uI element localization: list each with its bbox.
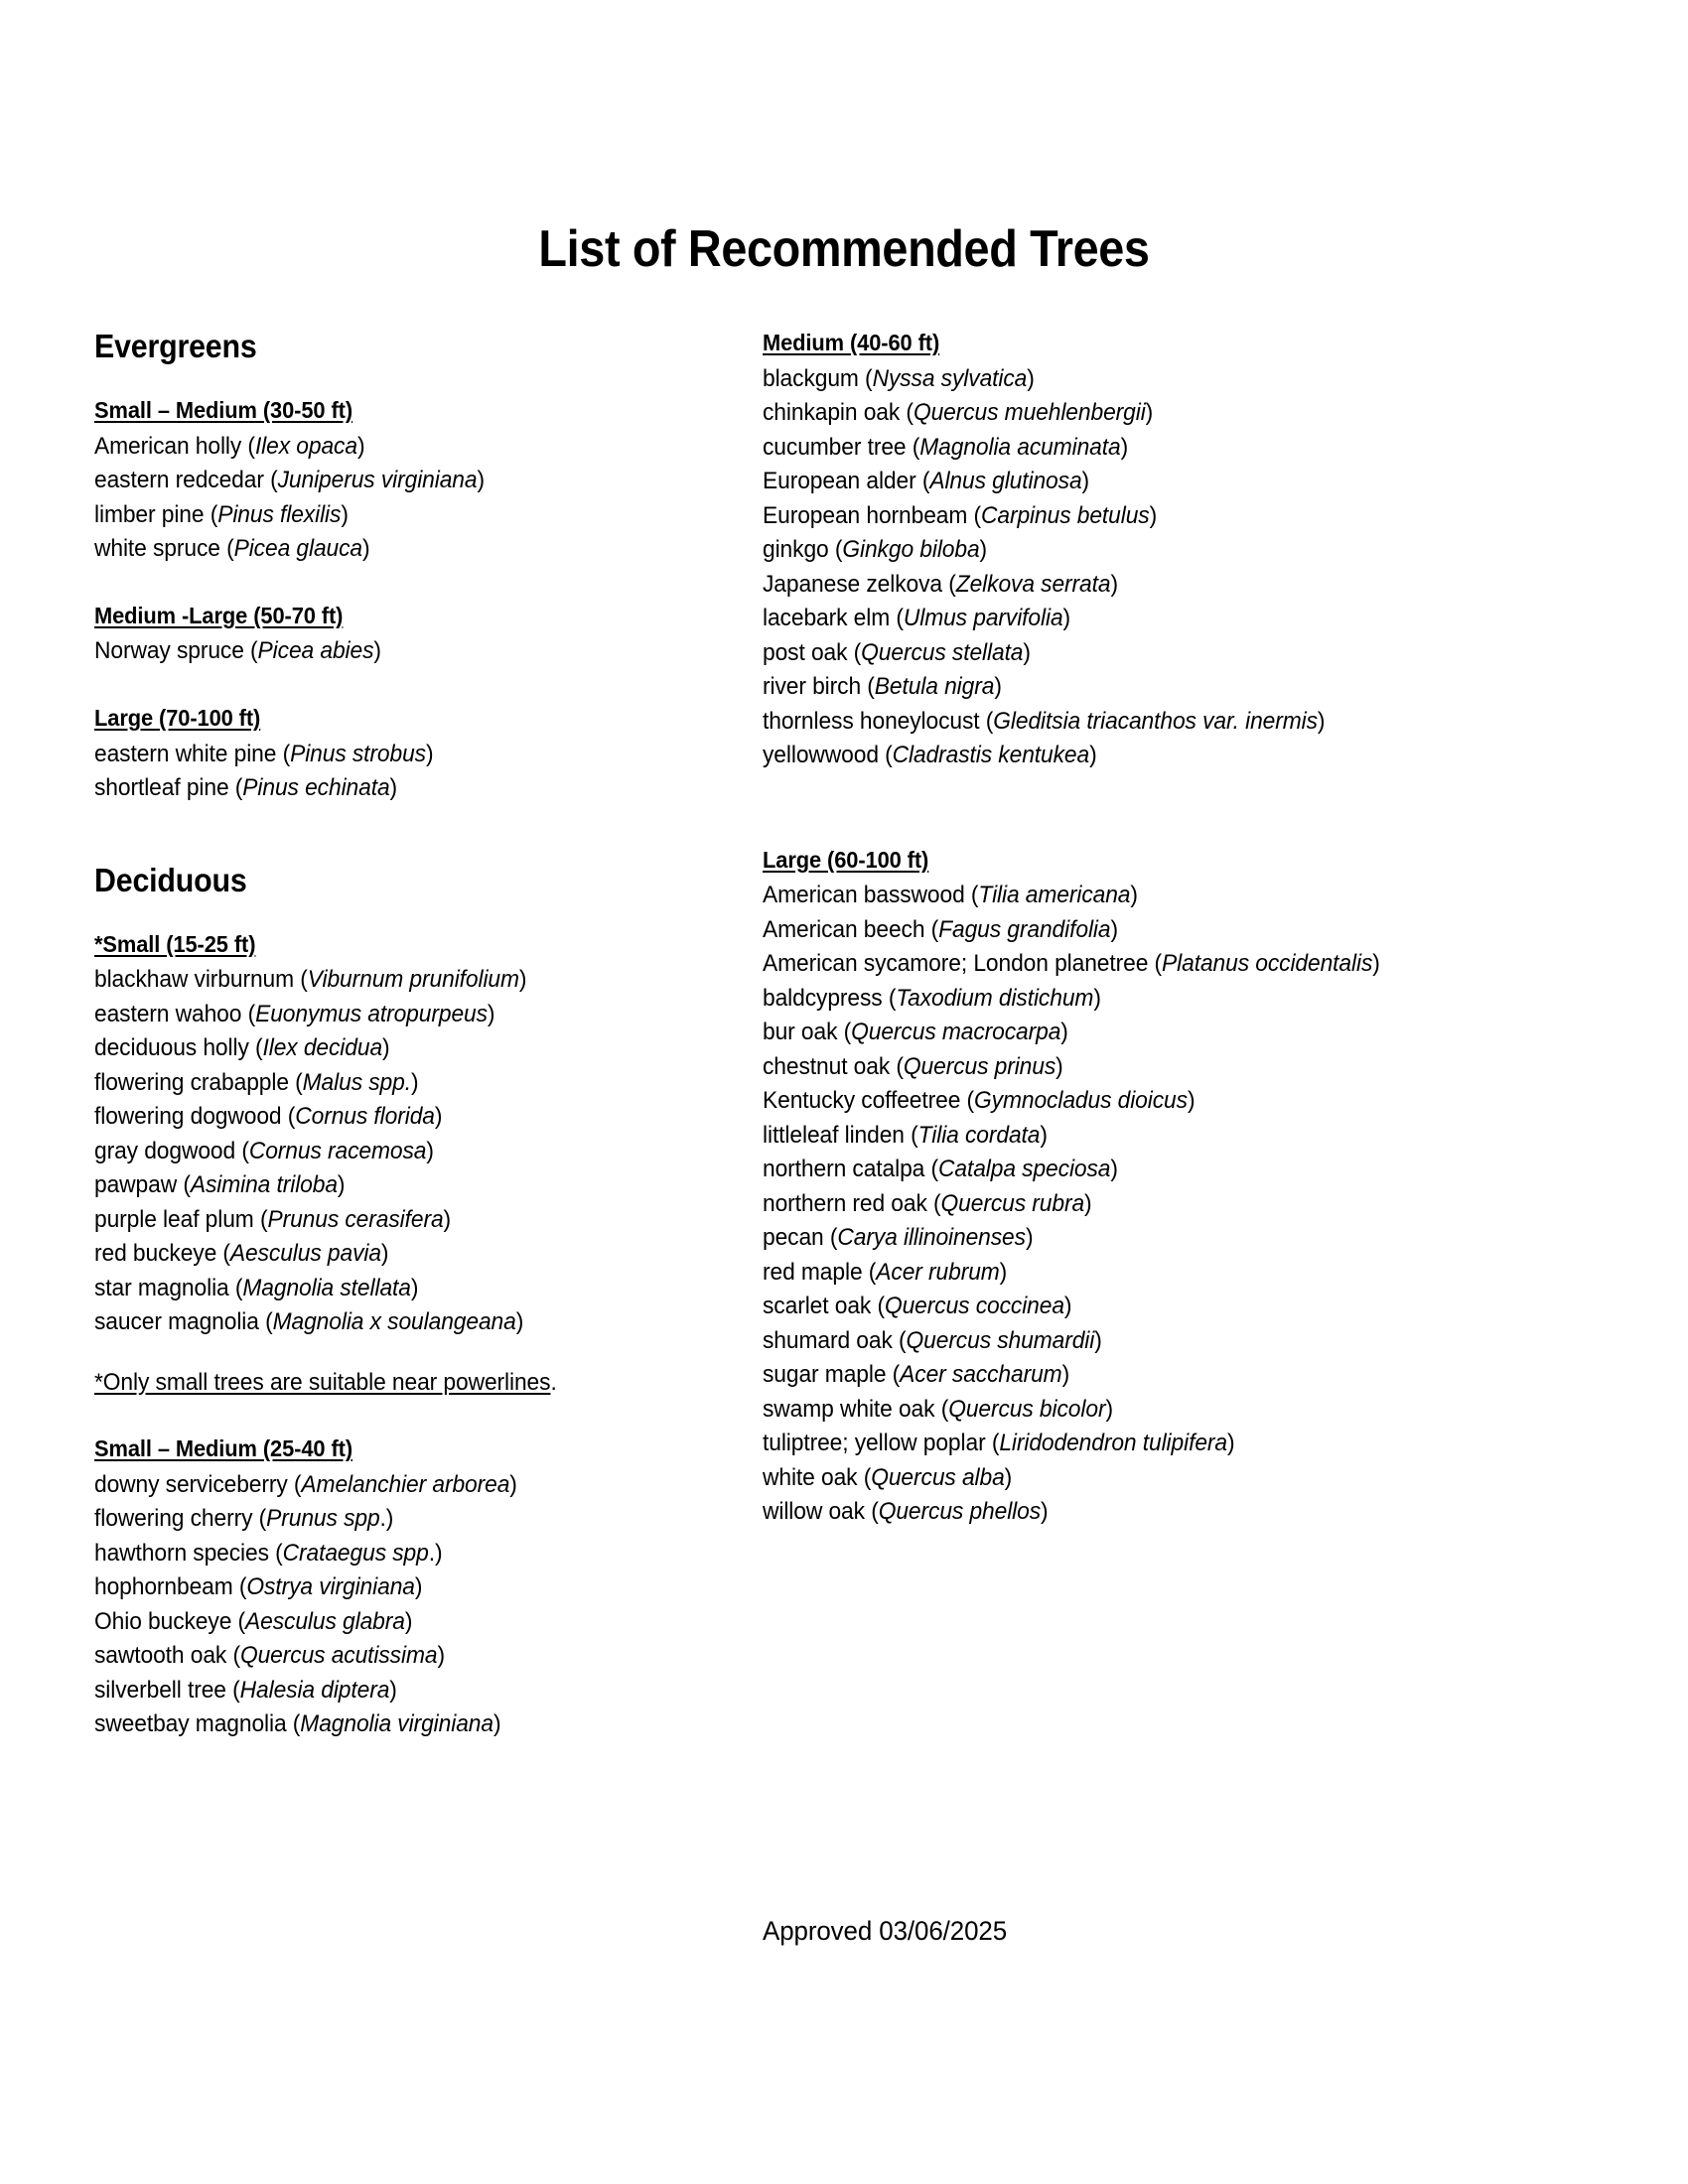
right-column xyxy=(763,328,1577,1530)
tree-scientific-name: Cornus florida xyxy=(295,1103,435,1131)
tree-list xyxy=(94,738,730,806)
tree-common-name: chestnut oak ( xyxy=(763,1052,904,1080)
tree-name-close-paren: ) xyxy=(1063,1293,1072,1320)
tree-common-name: eastern white pine ( xyxy=(94,740,291,767)
tree-list-item xyxy=(763,1153,1536,1187)
tree-common-name: blackgum ( xyxy=(763,364,873,392)
tree-common-name: Kentucky coffeetree ( xyxy=(763,1087,975,1115)
tree-scientific-name: Liridodendron tulipifera xyxy=(999,1430,1227,1457)
tree-scientific-name: Quercus alba xyxy=(871,1463,1005,1491)
tree-list-item xyxy=(763,431,1536,466)
tree-list xyxy=(763,879,1577,1530)
tree-name-close-paren: ) xyxy=(443,1205,452,1233)
tree-name-close-paren: ) xyxy=(426,1137,434,1164)
tree-scientific-name: Quercus macrocarpa xyxy=(851,1019,1061,1046)
tree-scientific-name: Ilex decidua xyxy=(262,1034,383,1062)
tree-name-close-paren: .) xyxy=(379,1505,394,1533)
powerlines-note-underlined: *Only small trees are suitable near powerlines xyxy=(94,1368,551,1396)
tree-name-close-paren: ) xyxy=(1040,1121,1048,1149)
tree-name-close-paren: ) xyxy=(979,536,988,564)
tree-common-name: flowering cherry ( xyxy=(94,1505,267,1533)
group-heading: Medium -Large (50-70 ft) xyxy=(94,602,344,628)
tree-list-item xyxy=(94,1135,698,1169)
tree-name-close-paren: ) xyxy=(389,774,398,802)
tree-scientific-name: Aesculus glabra xyxy=(245,1607,405,1635)
tree-common-name: littleleaf linden ( xyxy=(763,1121,918,1149)
tree-list-item xyxy=(763,879,1536,913)
group-heading: Medium (40-60 ft) xyxy=(763,330,940,355)
tree-scientific-name: Quercus muehlenbergii xyxy=(913,399,1146,427)
tree-name-close-paren: ) xyxy=(1110,570,1118,598)
tree-common-name: pawpaw ( xyxy=(94,1171,191,1199)
tree-name-close-paren: ) xyxy=(1081,468,1090,495)
tree-name-close-paren: ) xyxy=(1187,1087,1196,1115)
tree-list-item xyxy=(94,1066,698,1101)
powerlines-note-period: . xyxy=(550,1368,557,1396)
tree-name-close-paren: ) xyxy=(1226,1430,1235,1457)
tree-name-close-paren: ) xyxy=(1027,364,1035,392)
tree-common-name: post oak ( xyxy=(763,638,862,666)
tree-name-close-paren: ) xyxy=(1145,399,1154,427)
tree-scientific-name: Magnolia x soulangeana xyxy=(272,1308,516,1336)
tree-list-item xyxy=(763,568,1536,603)
tree-scientific-name: Catalpa speciosa xyxy=(937,1156,1111,1183)
group-deciduous-small-medium xyxy=(94,1433,730,1742)
tree-list-item xyxy=(763,982,1536,1017)
tree-common-name: scarlet oak ( xyxy=(763,1293,885,1320)
group-evergreen-medium-large xyxy=(94,601,730,669)
tree-common-name: American holly ( xyxy=(94,432,255,460)
tree-name-close-paren: ) xyxy=(1062,605,1071,632)
tree-scientific-name: Quercus phellos xyxy=(878,1498,1042,1526)
tree-list-item xyxy=(94,1502,698,1537)
tree-list-item xyxy=(94,1570,698,1605)
tree-scientific-name: Quercus stellata xyxy=(861,638,1024,666)
tree-list-item xyxy=(763,1461,1536,1496)
tree-list-item xyxy=(94,963,698,998)
left-column xyxy=(94,328,730,1742)
tree-common-name: tuliptree; yellow poplar ( xyxy=(763,1430,1000,1457)
tree-common-name: star magnolia ( xyxy=(94,1274,243,1301)
tree-list-item xyxy=(763,533,1536,568)
tree-common-name: hophornbeam ( xyxy=(94,1573,247,1601)
tree-common-name: eastern wahoo ( xyxy=(94,1000,256,1027)
tree-common-name: ginkgo ( xyxy=(763,536,843,564)
tree-scientific-name: Quercus acutissima xyxy=(239,1642,438,1670)
tree-name-close-paren: ) xyxy=(414,1573,423,1601)
tree-common-name: American beech ( xyxy=(763,915,939,943)
tree-list-item xyxy=(94,1237,698,1272)
tree-list-item xyxy=(763,1119,1536,1154)
tree-scientific-name: Halesia diptera xyxy=(239,1676,390,1704)
tree-scientific-name: Betula nigra xyxy=(874,673,995,701)
tree-scientific-name: Magnolia stellata xyxy=(242,1274,411,1301)
column-spacer xyxy=(763,807,1577,845)
tree-scientific-name: Acer saccharum xyxy=(900,1361,1062,1389)
tree-list-item xyxy=(763,1495,1536,1530)
tree-common-name: red buckeye ( xyxy=(94,1240,230,1268)
tree-list-item xyxy=(94,498,698,533)
tree-scientific-name: Fagus grandifolia xyxy=(938,915,1111,943)
tree-scientific-name: Prunus spp xyxy=(266,1505,380,1533)
tree-name-close-paren: ) xyxy=(1041,1498,1049,1526)
tree-list xyxy=(94,1468,730,1742)
tree-scientific-name: Cladrastis kentukea xyxy=(892,742,1090,769)
tree-name-close-paren: ) xyxy=(341,500,349,528)
tree-list-item xyxy=(94,1272,698,1306)
tree-scientific-name: Aesculus pavia xyxy=(229,1240,381,1268)
tree-list-item xyxy=(94,1468,698,1503)
tree-common-name: chinkapin oak ( xyxy=(763,399,914,427)
tree-name-close-paren: ) xyxy=(1004,1463,1013,1491)
tree-scientific-name: Gymnocladus dioicus xyxy=(974,1087,1188,1115)
group-deciduous-large xyxy=(763,845,1577,1530)
tree-name-close-paren: ) xyxy=(382,1034,390,1062)
tree-scientific-name: Asimina triloba xyxy=(190,1171,338,1199)
tree-list-item xyxy=(763,465,1536,499)
tree-common-name: sawtooth oak ( xyxy=(94,1642,240,1670)
tree-common-name: white spruce ( xyxy=(94,535,234,563)
tree-common-name: yellowwood ( xyxy=(763,742,893,769)
group-heading: Large (70-100 ft) xyxy=(94,704,261,731)
tree-scientific-name: Quercus rubra xyxy=(940,1189,1085,1217)
tree-name-close-paren: ) xyxy=(1317,707,1326,735)
tree-name-close-paren: ) xyxy=(434,1103,443,1131)
tree-list-item xyxy=(763,1050,1536,1085)
tree-common-name: sugar maple ( xyxy=(763,1361,901,1389)
tree-list-item xyxy=(94,1674,698,1708)
tree-name-close-paren: ) xyxy=(1093,984,1101,1012)
tree-scientific-name: Quercus bicolor xyxy=(948,1395,1106,1423)
tree-common-name: downy serviceberry ( xyxy=(94,1470,302,1498)
powerlines-note xyxy=(94,1366,698,1401)
group-heading: Large (60-100 ft) xyxy=(763,846,929,873)
tree-scientific-name: Ulmus parvifolia xyxy=(903,605,1063,632)
tree-scientific-name: Carpinus betulus xyxy=(981,501,1150,529)
tree-common-name: Norway spruce ( xyxy=(94,637,258,665)
group-heading: *Small (15-25 ft) xyxy=(94,930,256,957)
tree-list xyxy=(763,362,1577,773)
tree-list-item xyxy=(94,464,698,498)
tree-common-name: willow oak ( xyxy=(763,1498,879,1526)
tree-common-name: Japanese zelkova ( xyxy=(763,570,956,598)
tree-list xyxy=(94,430,730,567)
group-deciduous-small xyxy=(94,929,730,1401)
tree-common-name: sweetbay magnolia ( xyxy=(94,1710,301,1738)
tree-common-name: northern catalpa ( xyxy=(763,1156,938,1183)
tree-name-close-paren: ) xyxy=(1110,1156,1118,1183)
tree-name-close-paren: ) xyxy=(515,1308,524,1336)
tree-scientific-name: Amelanchier arborea xyxy=(301,1470,510,1498)
tree-name-close-paren: ) xyxy=(356,432,365,460)
tree-list-item xyxy=(94,998,698,1032)
tree-scientific-name: Pinus strobus xyxy=(290,740,426,767)
tree-name-close-paren: ) xyxy=(1094,1326,1102,1354)
tree-scientific-name: Magnolia acuminata xyxy=(919,433,1121,461)
tree-common-name: lacebark elm ( xyxy=(763,605,904,632)
tree-list-item xyxy=(94,771,698,806)
tree-common-name: swamp white oak ( xyxy=(763,1395,949,1423)
tree-list-item xyxy=(763,670,1536,705)
tree-common-name: silverbell tree ( xyxy=(94,1676,240,1704)
tree-name-close-paren: ) xyxy=(425,740,434,767)
tree-list-item xyxy=(763,1358,1536,1393)
tree-name-close-paren: ) xyxy=(1061,1361,1070,1389)
tree-name-close-paren: ) xyxy=(477,467,486,494)
tree-name-close-paren: ) xyxy=(1023,638,1031,666)
tree-scientific-name: Taxodium distichum xyxy=(896,984,1094,1012)
tree-list-item xyxy=(763,362,1536,397)
tree-list-item xyxy=(763,602,1536,636)
tree-scientific-name: Ostrya virginiana xyxy=(246,1573,415,1601)
tree-name-close-paren: ) xyxy=(1060,1019,1068,1046)
tree-list-item xyxy=(763,1427,1536,1461)
tree-scientific-name: Picea glauca xyxy=(233,535,363,563)
tree-scientific-name: Carya illinoinenses xyxy=(837,1224,1026,1252)
tree-list-item xyxy=(94,532,698,567)
tree-common-name: flowering crabapple ( xyxy=(94,1068,303,1096)
tree-name-close-paren: ) xyxy=(1372,950,1380,978)
tree-name-close-paren: ) xyxy=(410,1068,419,1096)
tree-name-close-paren: ) xyxy=(404,1607,413,1635)
tree-common-name: gray dogwood ( xyxy=(94,1137,249,1164)
tree-list-item xyxy=(763,705,1536,740)
tree-scientific-name: Viburnum prunifolium xyxy=(307,966,519,994)
tree-scientific-name: Juniperus virginiana xyxy=(277,467,478,494)
tree-list-item xyxy=(763,1221,1536,1256)
tree-list xyxy=(94,963,730,1340)
tree-common-name: hawthorn species ( xyxy=(94,1539,283,1567)
tree-common-name: flowering dogwood ( xyxy=(94,1103,296,1131)
tree-common-name: river birch ( xyxy=(763,673,875,701)
tree-list-item xyxy=(94,1605,698,1640)
tree-list-item xyxy=(763,1016,1536,1050)
tree-common-name: northern red oak ( xyxy=(763,1189,941,1217)
tree-name-close-paren: ) xyxy=(1130,882,1138,909)
tree-name-close-paren: ) xyxy=(389,1676,397,1704)
tree-common-name: saucer magnolia ( xyxy=(94,1308,273,1336)
tree-list xyxy=(94,634,730,669)
tree-name-close-paren: .) xyxy=(428,1539,443,1567)
tree-common-name: cucumber tree ( xyxy=(763,433,920,461)
tree-common-name: shortleaf pine ( xyxy=(94,774,243,802)
tree-list-item xyxy=(763,396,1536,431)
approval-footer: Approved 03/06/2025 xyxy=(763,1916,1008,1946)
tree-name-close-paren: ) xyxy=(1149,501,1158,529)
tree-common-name: purple leaf plum ( xyxy=(94,1205,268,1233)
tree-list-item xyxy=(94,1305,698,1340)
tree-common-name: American sycamore; London planetree ( xyxy=(763,950,1163,978)
tree-scientific-name: Acer rubrum xyxy=(876,1258,1000,1286)
tree-name-close-paren: ) xyxy=(994,673,1002,701)
tree-list-item xyxy=(94,1203,698,1238)
tree-scientific-name: Tilia americana xyxy=(978,882,1131,909)
tree-common-name: limber pine ( xyxy=(94,500,218,528)
tree-scientific-name: Crataegus spp xyxy=(282,1539,429,1567)
tree-scientific-name: Quercus shumardii xyxy=(906,1326,1095,1354)
tree-list-item xyxy=(763,499,1536,534)
tree-list-item xyxy=(763,636,1536,671)
tree-list-item xyxy=(763,1393,1536,1428)
tree-common-name: bur oak ( xyxy=(763,1019,852,1046)
tree-name-close-paren: ) xyxy=(1055,1052,1063,1080)
group-evergreen-small-medium xyxy=(94,395,730,567)
tree-list-item xyxy=(94,1168,698,1203)
tree-scientific-name: Prunus cerasifera xyxy=(267,1205,444,1233)
tree-scientific-name: Pinus flexilis xyxy=(217,500,342,528)
tree-list-item xyxy=(94,1537,698,1571)
tree-list-item xyxy=(763,1256,1536,1291)
group-deciduous-medium xyxy=(763,328,1577,773)
tree-scientific-name: Gleditsia triacanthos var. inermis xyxy=(993,707,1318,735)
tree-list-item xyxy=(94,1707,698,1742)
group-heading: Small – Medium (30-50 ft) xyxy=(94,396,353,423)
tree-scientific-name: Ilex opaca xyxy=(254,432,357,460)
tree-list-item xyxy=(763,739,1536,773)
tree-list-item xyxy=(763,1187,1536,1222)
tree-scientific-name: Ginkgo biloba xyxy=(842,536,980,564)
tree-scientific-name: Malus spp. xyxy=(302,1068,411,1096)
tree-name-close-paren: ) xyxy=(1089,742,1097,769)
tree-scientific-name: Magnolia virginiana xyxy=(300,1710,493,1738)
tree-list-item xyxy=(94,1031,698,1066)
tree-common-name: eastern redcedar ( xyxy=(94,467,278,494)
tree-name-close-paren: ) xyxy=(373,637,381,665)
tree-common-name: white oak ( xyxy=(763,1463,872,1491)
tree-name-close-paren: ) xyxy=(410,1274,419,1301)
tree-list-item xyxy=(94,430,698,465)
tree-common-name: deciduous holly ( xyxy=(94,1034,263,1062)
tree-common-name: European hornbeam ( xyxy=(763,501,982,529)
tree-scientific-name: Euonymus atropurpeus xyxy=(255,1000,488,1027)
tree-scientific-name: Tilia cordata xyxy=(917,1121,1041,1149)
tree-common-name: European alder ( xyxy=(763,468,930,495)
tree-scientific-name: Quercus coccinea xyxy=(884,1293,1064,1320)
tree-scientific-name: Picea abies xyxy=(257,637,374,665)
tree-common-name: pecan ( xyxy=(763,1224,838,1252)
tree-name-close-paren: ) xyxy=(1120,433,1129,461)
tree-common-name: blackhaw virburnum ( xyxy=(94,966,308,994)
page-title: List of Recommended Trees xyxy=(538,219,1150,278)
tree-list-item xyxy=(94,1100,698,1135)
tree-scientific-name: Cornus racemosa xyxy=(248,1137,427,1164)
tree-list-item xyxy=(94,634,698,669)
tree-name-close-paren: ) xyxy=(1025,1224,1034,1252)
tree-list-item xyxy=(763,1290,1536,1324)
tree-name-close-paren: ) xyxy=(1084,1189,1092,1217)
tree-common-name: American basswood ( xyxy=(763,882,979,909)
tree-scientific-name: Quercus prinus xyxy=(903,1052,1056,1080)
group-evergreen-large xyxy=(94,703,730,806)
tree-name-close-paren: ) xyxy=(1110,915,1118,943)
tree-scientific-name: Alnus glutinosa xyxy=(929,468,1082,495)
tree-scientific-name: Zelkova serrata xyxy=(955,570,1111,598)
group-heading: Small – Medium (25-40 ft) xyxy=(94,1435,353,1462)
tree-name-close-paren: ) xyxy=(362,535,370,563)
tree-name-close-paren: ) xyxy=(337,1171,346,1199)
tree-list-item xyxy=(763,1084,1536,1119)
tree-common-name: red maple ( xyxy=(763,1258,877,1286)
tree-name-close-paren: ) xyxy=(380,1240,389,1268)
tree-list-item xyxy=(94,1639,698,1674)
category-heading-deciduous: Deciduous xyxy=(94,861,247,898)
tree-common-name: thornless honeylocust ( xyxy=(763,707,994,735)
tree-name-close-paren: ) xyxy=(437,1642,445,1670)
tree-common-name: shumard oak ( xyxy=(763,1326,907,1354)
tree-list-item xyxy=(763,1324,1536,1359)
tree-name-close-paren: ) xyxy=(509,1470,517,1498)
tree-list-item xyxy=(763,913,1536,948)
tree-scientific-name: Nyssa sylvatica xyxy=(872,364,1028,392)
tree-list-item xyxy=(94,738,698,772)
tree-scientific-name: Platanus occidentalis xyxy=(1162,950,1373,978)
category-heading-evergreens: Evergreens xyxy=(94,328,257,364)
tree-name-close-paren: ) xyxy=(999,1258,1008,1286)
tree-common-name: Ohio buckeye ( xyxy=(94,1607,246,1635)
tree-name-close-paren: ) xyxy=(487,1000,495,1027)
tree-name-close-paren: ) xyxy=(518,966,527,994)
tree-name-close-paren: ) xyxy=(1105,1395,1113,1423)
tree-scientific-name: Pinus echinata xyxy=(242,774,390,802)
tree-common-name: baldcypress ( xyxy=(763,984,897,1012)
tree-name-close-paren: ) xyxy=(492,1710,501,1738)
tree-list-item xyxy=(763,947,1536,982)
